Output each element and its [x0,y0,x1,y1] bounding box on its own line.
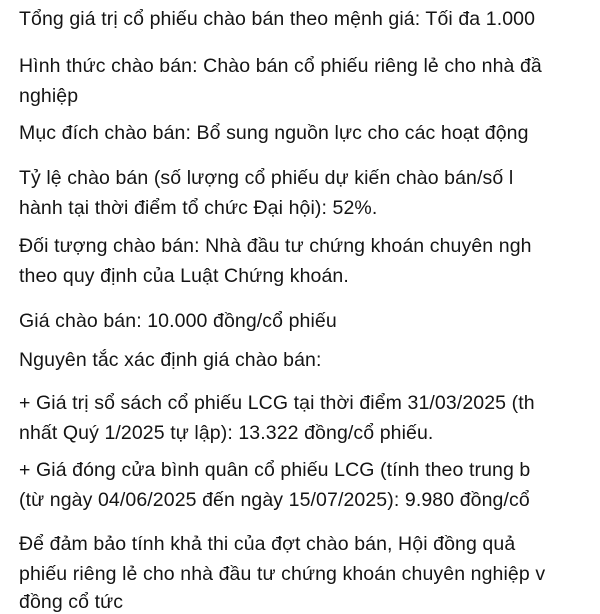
offering-target-cont: theo quy định của Luật Chứng khoán. [19,265,349,287]
closing-price-item: + Giá đóng cửa bình quân cổ phiếu LCG (tính theo trung b [19,459,531,481]
feasibility-paragraph-cont-2: đồng cổ tức [19,591,124,613]
book-value-item-cont: nhất Quý 1/2025 tự lập): 13.322 đồng/cổ phiếu. [19,422,434,444]
closing-price-item-cont: (từ ngày 04/06/2025 đến ngày 15/07/2025): 9.980 đồng/cổ [19,489,530,511]
offering-ratio-cont: hành tại thời điểm tổ chức Đại hội): 52%. [19,197,378,219]
feasibility-paragraph-cont: phiếu riêng lẻ cho nhà đầu tư chứng khoán chuyên nghiệp v [19,563,546,585]
offering-total-value: Tổng giá trị cổ phiếu chào bán theo mệnh giá: Tối đa 1.000 [19,8,536,30]
offering-target: Đối tượng chào bán: Nhà đầu tư chứng khoán chuyên ngh [19,235,532,257]
offering-purpose: Mục đích chào bán: Bổ sung nguồn lực cho các hoạt động [19,122,529,144]
pricing-principles-heading: Nguyên tắc xác định giá chào bán: [19,349,322,371]
book-value-item: + Giá trị sổ sách cổ phiếu LCG tại thời điểm 31/03/2025 (th [19,392,535,414]
offering-ratio: Tỷ lệ chào bán (số lượng cổ phiếu dự kiến chào bán/số l [19,167,514,189]
feasibility-paragraph: Để đảm bảo tính khả thi của đợt chào bán, Hội đồng quả [19,533,516,555]
offering-price: Giá chào bán: 10.000 đồng/cổ phiếu [19,310,337,332]
offering-method: Hình thức chào bán: Chào bán cổ phiếu riêng lẻ cho nhà đầ [19,55,542,77]
offering-method-cont: nghiệp [19,85,79,107]
